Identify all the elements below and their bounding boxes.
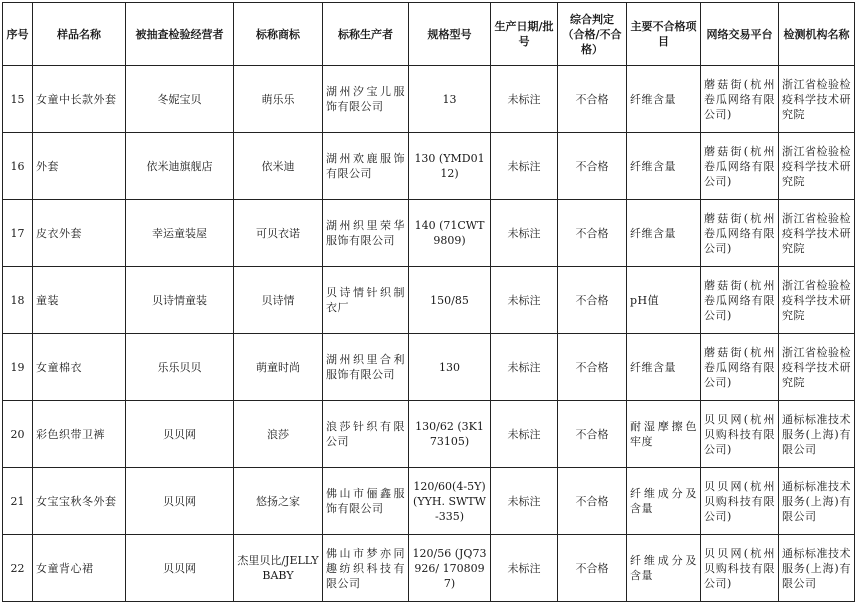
producer-cell: 湖州汐宝儿服饰有限公司 xyxy=(323,66,409,133)
producer-cell: 湖州欢鹿服饰有限公司 xyxy=(323,133,409,200)
seller-cell: 贝诗情童装 xyxy=(126,267,234,334)
seller-cell: 贝贝网 xyxy=(126,468,234,535)
date-cell: 未标注 xyxy=(491,334,558,401)
sample-name-cell: 女童棉衣 xyxy=(33,334,126,401)
spec-cell: 130/62 (3K173105) xyxy=(409,401,491,468)
spec-cell: 13 xyxy=(409,66,491,133)
platform-cell: 蘑菇街(杭州卷瓜网络有限公司) xyxy=(701,133,779,200)
table-row xyxy=(3,401,855,468)
sample-name-cell: 彩色织带卫裤 xyxy=(33,401,126,468)
verdict-cell: 不合格 xyxy=(558,133,627,200)
lab-cell: 通标标准技术服务(上海)有限公司 xyxy=(779,535,855,602)
defect-cell: 纤维成分及含量 xyxy=(627,468,701,535)
table-row xyxy=(3,468,855,535)
verdict-cell: 不合格 xyxy=(558,200,627,267)
sample-name-cell: 女童中长款外套 xyxy=(33,66,126,133)
producer-cell: 佛山市俪鑫服饰有限公司 xyxy=(323,468,409,535)
defect-cell: 纤维成分及含量 xyxy=(627,535,701,602)
seller-cell: 依米迪旗舰店 xyxy=(126,133,234,200)
producer-cell: 浪莎针织有限公司 xyxy=(323,401,409,468)
platform-cell: 贝贝网(杭州贝购科技有限公司) xyxy=(701,401,779,468)
brand-cell: 可贝衣诺 xyxy=(234,200,323,267)
date-cell: 未标注 xyxy=(491,535,558,602)
producer-cell: 贝诗情针织制衣厂 xyxy=(323,267,409,334)
date-cell: 未标注 xyxy=(491,133,558,200)
sample-name-cell: 女宝宝秋冬外套 xyxy=(33,468,126,535)
no-cell: 20 xyxy=(3,401,33,468)
sample-name-cell: 皮衣外套 xyxy=(33,200,126,267)
defect-cell: 耐湿摩擦色牢度 xyxy=(627,401,701,468)
no-cell: 16 xyxy=(3,133,33,200)
brand-cell: 萌童时尚 xyxy=(234,334,323,401)
col-no-header: 序号 xyxy=(3,3,33,66)
table-row xyxy=(3,66,855,133)
verdict-cell: 不合格 xyxy=(558,66,627,133)
lab-cell: 浙江省检验检疫科学技术研究院 xyxy=(779,133,855,200)
defect-cell: 纤维含量 xyxy=(627,133,701,200)
date-cell: 未标注 xyxy=(491,66,558,133)
col-seller-header: 被抽查检验经营者 xyxy=(126,3,234,66)
spec-cell: 150/85 xyxy=(409,267,491,334)
platform-cell: 贝贝网(杭州贝购科技有限公司) xyxy=(701,535,779,602)
spec-cell: 120/56 (JQ73926/ 1708097) xyxy=(409,535,491,602)
platform-cell: 蘑菇街(杭州卷瓜网络有限公司) xyxy=(701,66,779,133)
col-producer-header: 标称生产者 xyxy=(323,3,409,66)
defect-cell: 纤维含量 xyxy=(627,334,701,401)
col-spec-header: 规格型号 xyxy=(409,3,491,66)
seller-cell: 冬妮宝贝 xyxy=(126,66,234,133)
col-lab-header: 检测机构名称 xyxy=(779,3,855,66)
brand-cell: 杰里贝比/JELLYBABY xyxy=(234,535,323,602)
verdict-cell: 不合格 xyxy=(558,401,627,468)
spec-cell: 130 (YMD0112) xyxy=(409,133,491,200)
date-cell: 未标注 xyxy=(491,468,558,535)
spec-cell: 140 (71CWT9809) xyxy=(409,200,491,267)
defect-cell: 纤维含量 xyxy=(627,200,701,267)
no-cell: 21 xyxy=(3,468,33,535)
lab-cell: 浙江省检验检疫科学技术研究院 xyxy=(779,200,855,267)
col-platform-header: 网络交易平台 xyxy=(701,3,779,66)
brand-cell: 悠扬之家 xyxy=(234,468,323,535)
seller-cell: 贝贝网 xyxy=(126,535,234,602)
date-cell: 未标注 xyxy=(491,200,558,267)
seller-cell: 贝贝网 xyxy=(126,401,234,468)
no-cell: 17 xyxy=(3,200,33,267)
producer-cell: 湖州织里荣华服饰有限公司 xyxy=(323,200,409,267)
no-cell: 19 xyxy=(3,334,33,401)
seller-cell: 乐乐贝贝 xyxy=(126,334,234,401)
col-brand-header: 标称商标 xyxy=(234,3,323,66)
col-date-header: 生产日期/批号 xyxy=(491,3,558,66)
col-defect-header: 主要不合格项目 xyxy=(627,3,701,66)
verdict-cell: 不合格 xyxy=(558,334,627,401)
table-row xyxy=(3,334,855,401)
inspection-results-table xyxy=(2,2,855,602)
platform-cell: 蘑菇街(杭州卷瓜网络有限公司) xyxy=(701,334,779,401)
table-row xyxy=(3,535,855,602)
lab-cell: 浙江省检验检疫科学技术研究院 xyxy=(779,267,855,334)
brand-cell: 依米迪 xyxy=(234,133,323,200)
platform-cell: 蘑菇街(杭州卷瓜网络有限公司) xyxy=(701,200,779,267)
seller-cell: 幸运童装屋 xyxy=(126,200,234,267)
defect-cell: pH值 xyxy=(627,267,701,334)
sample-name-cell: 女童背心裙 xyxy=(33,535,126,602)
platform-cell: 蘑菇街(杭州卷瓜网络有限公司) xyxy=(701,267,779,334)
table-row xyxy=(3,267,855,334)
spec-cell: 120/60(4-5Y) (YYH. SWTW-335) xyxy=(409,468,491,535)
sample-name-cell: 童装 xyxy=(33,267,126,334)
spec-cell: 130 xyxy=(409,334,491,401)
verdict-cell: 不合格 xyxy=(558,267,627,334)
brand-cell: 浪莎 xyxy=(234,401,323,468)
col-verdict-header: 综合判定（合格/不合格） xyxy=(558,3,627,66)
platform-cell: 贝贝网(杭州贝购科技有限公司) xyxy=(701,468,779,535)
date-cell: 未标注 xyxy=(491,267,558,334)
producer-cell: 湖州织里合利服饰有限公司 xyxy=(323,334,409,401)
table-row xyxy=(3,200,855,267)
verdict-cell: 不合格 xyxy=(558,468,627,535)
verdict-cell: 不合格 xyxy=(558,535,627,602)
sample-name-cell: 外套 xyxy=(33,133,126,200)
table-row xyxy=(3,133,855,200)
brand-cell: 贝诗情 xyxy=(234,267,323,334)
no-cell: 22 xyxy=(3,535,33,602)
no-cell: 15 xyxy=(3,66,33,133)
no-cell: 18 xyxy=(3,267,33,334)
producer-cell: 佛山市梦亦同趣纺织科技有限公司 xyxy=(323,535,409,602)
lab-cell: 通标标准技术服务(上海)有限公司 xyxy=(779,468,855,535)
brand-cell: 萌乐乐 xyxy=(234,66,323,133)
defect-cell: 纤维含量 xyxy=(627,66,701,133)
lab-cell: 浙江省检验检疫科学技术研究院 xyxy=(779,334,855,401)
lab-cell: 通标标准技术服务(上海)有限公司 xyxy=(779,401,855,468)
col-sample-name-header: 样品名称 xyxy=(33,3,126,66)
header-row xyxy=(3,3,855,66)
date-cell: 未标注 xyxy=(491,401,558,468)
lab-cell: 浙江省检验检疫科学技术研究院 xyxy=(779,66,855,133)
table-body xyxy=(3,66,855,602)
